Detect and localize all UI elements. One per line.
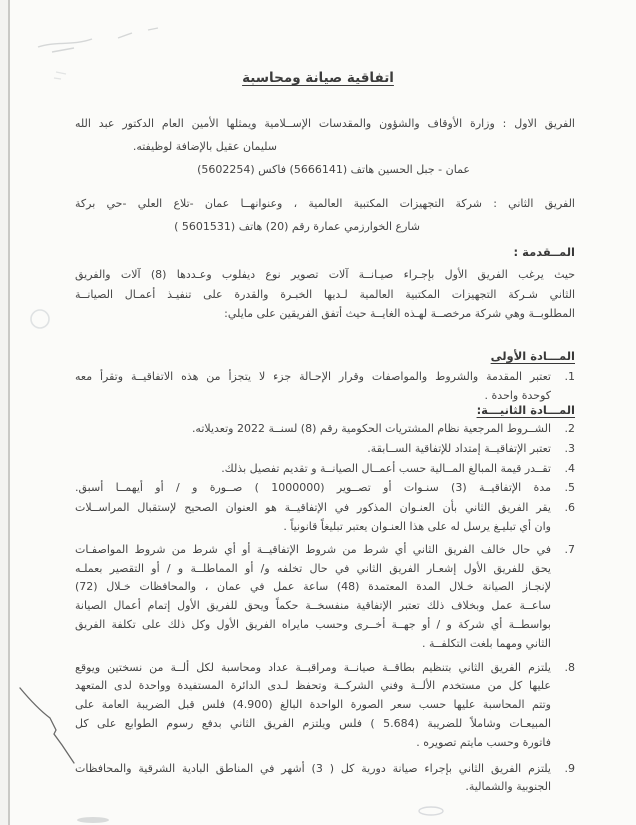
item-line: الشــروط المرجعية نظام المشتريات الحكومية رقم (8) لسنــة 2022 وتعديلاته. [191,422,551,435]
item-line: وتتم المحاسبة عليها حسب سعر الصورة الواحدة البالغ (4.900) فلس قبل الضريبة العامة على [75,698,551,712]
item-line: الثاني ومهما بلغت التكلفــة . [422,636,551,650]
item-line: يلتزم الفريق الثاني بإجراء صيانة دورية كل ( 3) أشهر في المناطق البادية الشرقية والمحافظات [75,761,551,775]
smudge-mark [77,817,109,823]
preamble-line: المطلوبــة وهي شركة مرخصــة لهـذه الغايــة حيث أتفق الفريقين على مايلي: [224,307,575,320]
second-party-line: الفريق الثاني : شركة التجهيزات المكتبية العالمية ، وعنوانهــا عمان -تلاع العلي -حي بركة [75,197,575,210]
first-party-contact-line: عمان - جبل الحسين هاتف (5666141) فاكس (5602254) [197,163,470,176]
clause-item-6 [75,499,575,537]
item-number: 5. [564,481,575,495]
punch-hole-mark [31,310,49,328]
clause-item-8 [75,659,575,753]
item-line: المبيعـات وشاملاً للضريبة (5.684 ) فلس ويلتزم الفريق الثاني بدفع رسوم الطوابع على كل [75,716,552,730]
article-two-items [75,420,575,798]
item-number: 4. [564,461,575,475]
item-number: 3. [564,441,575,455]
item-line: مدة الإتفاقيــة (3) سنـوات أو تصــوير (1000000 ) صــورة و / أو أيهمــا أسبق. [75,481,551,495]
item-number: 8. [564,660,575,674]
clause-item-3 [75,440,575,459]
item-line: تقــدر قيمة المبالغ المــالية حسب أعمــال الصيانــة و تقديم تفصيل بذلك. [221,461,551,475]
item-line: تعتبر المقدمة والشروط والمواصفات وقرار الإحـالة جزء لا يتجزأ من هذه الاتفاقيــة وتقرأ معه [75,370,551,383]
item-line: يحق للفريق الأول إشعـار الفريق الثاني في حال تخلفه و/ أو المماطلــة و / أو التقصير بعملـه [75,561,551,575]
document-title: اتفاقية صيانة ومحاسبة [242,70,394,86]
preamble-text [75,265,575,324]
preamble-line: الثاني شـركة التجهيزات المكتبية العالمية لـديها الخبـرة والقدرة على تنفيـذ أعمـال الصيانــة [75,287,575,301]
item-line: تعتبر الإتفاقيــة إمتداد للإتفاقية الســابقة. [367,441,551,455]
clause-item-2 [75,420,575,439]
clause-item-5 [75,479,575,498]
preamble-heading: المــقدمة : [513,245,575,259]
pencil-scribble-mark [38,28,158,52]
item-line: وان أي تبليـغ يرسل له على هذا العنـوان يعتبر تبليغاً قانونياً . [283,519,551,533]
item-number: 2. [564,422,575,435]
smudge-mark [419,807,443,815]
second-party-clause [75,192,575,238]
item-number: 6. [564,501,575,515]
page-edge-shadow [8,0,10,825]
item-line: ساعــة عمل وبخلاف ذلك تعتبر الإتفاقية منفسخــة حكماً ويحق للفريق الأول إتمام أعمال الصيانة [75,599,551,613]
first-party-line: الفريق الاول : وزارة الأوقاف والشؤون والمقدسات الإســلامية ويمثلها الأمين العام الدكتور عبد الله [75,117,575,130]
item-line: الجنوبية والشمالية. [465,780,551,794]
clause-item-1 [75,367,575,405]
clause-item-7 [75,541,575,654]
item-line: فاتورة وحسب مايتم تصويره . [416,735,551,749]
item-line: بواسطــة أي شركة و / أو جهــة أخــرى وحسب مايراه الفريق الأول وكل ذلك على تكلفة الفريق [75,617,551,631]
first-party-line: سليمان عقيل بالإضافة لوظيفته. [132,140,277,153]
article-two-heading: المـــادة الثانيـــة: [476,403,575,417]
item-number: 1. [564,370,575,383]
item-number: 9. [564,761,575,775]
crease-line-mark [20,688,74,763]
second-party-contact-line: شارع الخوارزمي عمارة رقم (20) هاتف (5601531 ) [174,220,420,233]
first-party-clause [75,112,575,181]
scanner-edge-strip [0,0,8,825]
item-number: 7. [564,542,575,556]
item-line: لإنجـاز الصيانة خـلال المدة المعتمدة (48) ساعة عمل في عمان ، والمحافظات خـلال (72) [75,580,551,594]
item-line: كوحدة واحدة . [484,389,551,402]
clause-item-9 [75,760,575,798]
item-line: عليها كل من مستخدم الألــة وفني الشركــة وتحفظ لـدى الدائرة المستفيدة وواحدة لدى المتعهد [75,679,551,693]
article-one-items [75,367,575,406]
item-line: يقر الفريق الثاني بأن العنـوان المذكور في الإتفاقيــة هو العنوان الصحيح لإستقبال المراســلات [75,501,551,515]
preamble-line: حيث يرغب الفريق الأول بإجـراء صيـانــة آلات تصوير نوع ديفلوب وعـددها (8) آلات والفريق [75,268,575,281]
article-one-heading: المـــادة الأولى [490,349,575,363]
item-line: في حال خالف الفريق الثاني أي شرط من شروط الإتفاقيــة أو أي شرط من شروط المواصفـات [75,542,551,556]
clause-item-4 [75,460,575,479]
item-line: يلتزم الفريق الثاني بتنظيم بطاقــة صيانــة ومراقبــة عداد ومحاسبة لكل ألــة من نسختين ويوقع [75,660,551,674]
